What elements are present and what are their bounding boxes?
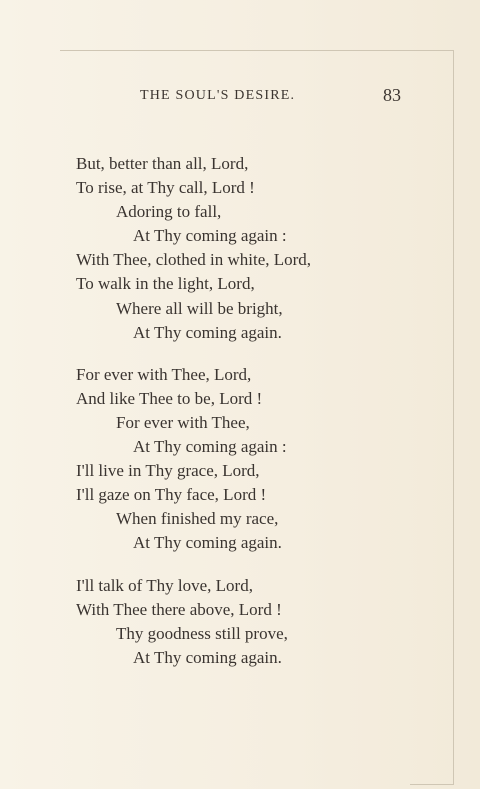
page-number: 83 (383, 85, 401, 105)
poem-line: To walk in the light, Lord, (76, 274, 255, 294)
running-title: THE SOUL'S DESIRE. (140, 88, 296, 103)
poem-line: For ever with Thee, (116, 412, 250, 432)
stanza-3 (76, 574, 446, 670)
poem-line: At Thy coming again : (133, 437, 287, 457)
stanza-break (76, 345, 446, 363)
poem-line: Thy goodness still prove, (116, 623, 288, 643)
stanza-break (76, 556, 446, 574)
poem-line: I'll live in Thy grace, Lord, (76, 461, 260, 481)
poem-body (76, 152, 446, 670)
poem-line: But, better than all, Lord, (76, 154, 249, 173)
poem-line: With Thee there above, Lord ! (76, 599, 282, 619)
poem-line: Adoring to fall, (116, 202, 222, 222)
poem-line: For ever with Thee, Lord, (76, 364, 252, 384)
poem-line: I'll talk of Thy love, Lord, (76, 575, 253, 595)
poem-line: And like Thee to be, Lord ! (76, 388, 263, 408)
poem-line: At Thy coming again. (133, 647, 282, 667)
poem-line: With Thee, clothed in white, Lord, (76, 250, 312, 270)
poem-line: At Thy coming again : (133, 226, 287, 246)
poem-line: When finished my race, (116, 509, 279, 529)
stanza-2 (76, 363, 446, 556)
poem-line: Where all will be bright, (116, 298, 283, 318)
page-edge-top (60, 50, 454, 51)
stanza-1 (76, 152, 446, 345)
poem-line: At Thy coming again. (133, 533, 282, 553)
page-edge-right (453, 50, 454, 785)
poem-line: At Thy coming again. (133, 322, 282, 342)
poem-line: I'll gaze on Thy face, Lord ! (76, 485, 267, 505)
poem-line: To rise, at Thy call, Lord ! (76, 178, 255, 198)
page-edge-bottom (410, 784, 454, 785)
